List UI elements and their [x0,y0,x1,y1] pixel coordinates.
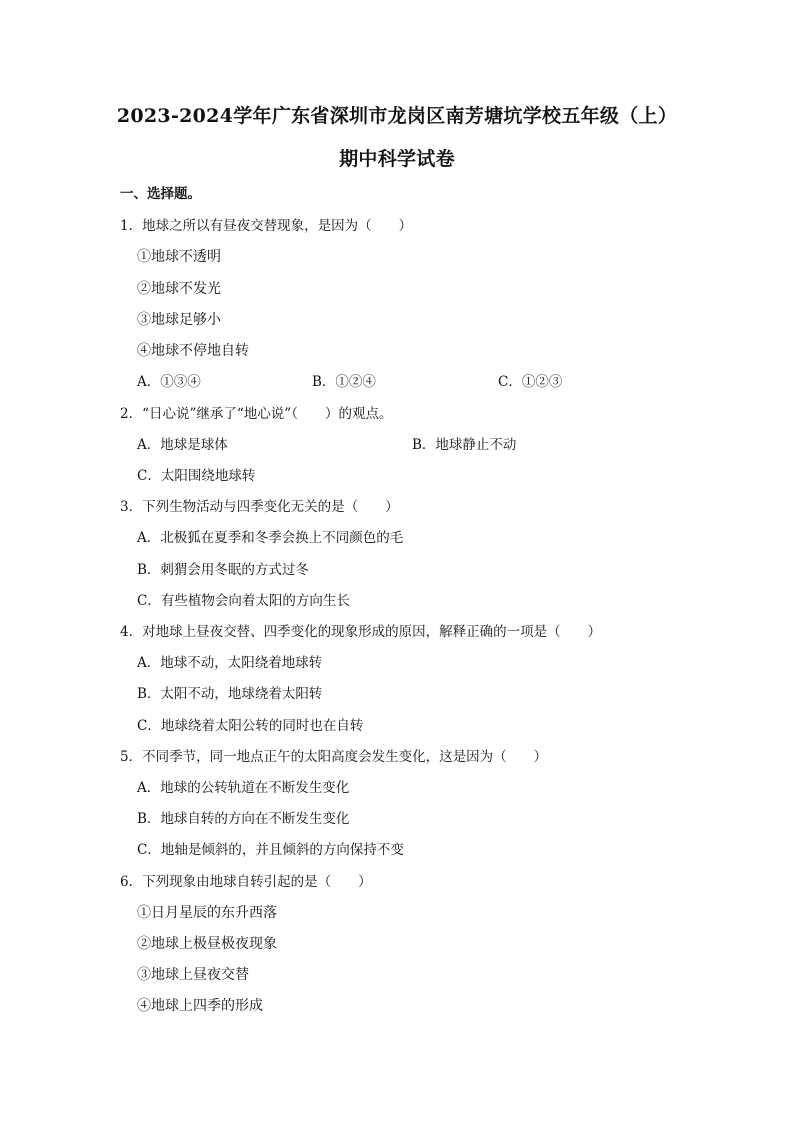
question-2-option-c: C．太阳围绕地球转 [137,468,256,484]
question-2-option-a: A．地球是球体 [137,437,228,453]
question-1-item-4: ④地球不停地自转 [137,343,249,359]
question-6-item-1: ①日月星辰的东升西落 [137,905,277,921]
exam-title-line-2: 期中科学试卷 [339,148,455,170]
question-6-item-3: ③地球上昼夜交替 [137,967,249,983]
question-3-option-b: B．刺猬会用冬眠的方式过冬 [137,562,309,578]
question-3-option-a: A．北极狐在夏季和冬季会换上不同颜色的毛 [137,530,404,546]
question-5-option-b: B．地球自转的方向在不断发生变化 [137,811,350,827]
question-1-item-3: ③地球足够小 [137,312,221,328]
question-4-option-a: A．地球不动，太阳绕着地球转 [137,655,323,671]
question-4-option-c: C．地球绕着太阳公转的同时也在自转 [137,718,364,734]
question-6-item-4: ④地球上四季的形成 [137,998,263,1014]
question-2-option-b: B．地球静止不动 [412,437,517,453]
question-1-option-a: A．①③④ [137,374,201,390]
question-5-option-a: A．地球的公转轨道在不断发生变化 [137,780,350,796]
question-3-option-c: C．有些植物会向着太阳的方向生长 [137,593,350,609]
question-5-option-c: C．地轴是倾斜的，并且倾斜的方向保持不变 [137,842,404,858]
question-5-stem: 5．不同季节，同一地点正午的太阳高度会发生变化，这是因为（ ） [120,749,548,765]
question-6-stem: 6．下列现象由地球自转引起的是（ ） [120,874,372,890]
question-3-stem: 3．下列生物活动与四季变化无关的是（ ） [120,499,399,515]
question-1-item-2: ②地球不发光 [137,281,221,297]
question-4-stem: 4．对地球上昼夜交替、四季变化的现象形成的原因，解释正确的一项是（ ） [120,624,602,640]
question-6-item-2: ②地球上极昼极夜现象 [137,936,277,952]
exam-title-line-1: 2023-2024学年广东省深圳市龙岗区南芳塘坑学校五年级（上） [116,105,678,127]
question-2-stem: 2．“日心说”继承了“地心说”（ ）的观点。 [120,406,393,422]
section-heading: 一、选择题。 [120,186,201,202]
question-1-stem: 1．地球之所以有昼夜交替现象，是因为（ ） [120,218,413,234]
question-1-option-b: B．①②④ [312,374,376,390]
question-4-option-b: B．太阳不动，地球绕着太阳转 [137,686,323,702]
question-1-item-1: ①地球不透明 [137,249,221,265]
question-1-option-c: C．①②③ [498,374,563,390]
